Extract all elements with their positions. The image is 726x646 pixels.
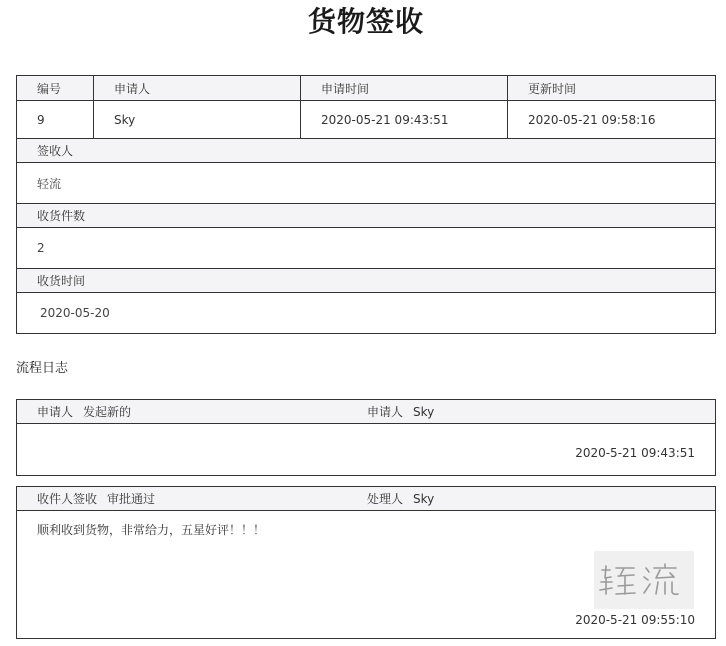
- log-operator: [367, 487, 434, 511]
- header-id: 编号: [37, 81, 62, 96]
- log-time: 2020-5-21 09:43:51: [575, 446, 695, 460]
- log-entry-body: [17, 511, 715, 637]
- log-action: 审批通过: [107, 492, 156, 506]
- log-entry-header: [17, 487, 715, 511]
- log-node: [37, 400, 131, 424]
- log-entry-body: [17, 424, 715, 474]
- header-update-time: 更新时间: [507, 76, 715, 100]
- receive-date-text: 2020-05-20: [40, 306, 110, 320]
- value-update-time: 2020-05-21 09:58:16: [507, 101, 715, 138]
- info-table: [16, 75, 716, 334]
- value-apply-time: 2020-05-21 09:43:51: [300, 101, 507, 138]
- value-id: 9: [37, 112, 45, 127]
- log-entry: [16, 399, 716, 476]
- log-time: 2020-5-21 09:55:10: [575, 613, 695, 627]
- field-value-receiver: 轻流: [17, 162, 715, 203]
- log-entry: [16, 486, 716, 639]
- value-applicant: Sky: [93, 101, 300, 138]
- field-value-quantity: 2: [17, 227, 715, 268]
- log-entry-header: [17, 400, 715, 424]
- header-applicant: 申请人: [93, 76, 300, 100]
- log-person: Sky: [413, 492, 435, 506]
- log-operator: [367, 400, 434, 424]
- field-label-receive-date: 收货时间: [17, 268, 715, 292]
- log-comment: 顺利收到货物，非常给力，五星好评！！！: [37, 523, 266, 537]
- info-value-row: [17, 100, 715, 138]
- info-header-row: [17, 76, 715, 100]
- handwritten-signature: [594, 551, 694, 609]
- flow-log-title: 流程日志: [16, 361, 69, 376]
- log-action: 发起新的: [83, 405, 132, 419]
- log-person: Sky: [413, 405, 435, 419]
- header-apply-time: 申请时间: [300, 76, 507, 100]
- log-role: 申请人: [367, 405, 404, 419]
- log-node-name: 申请人: [37, 405, 74, 419]
- log-node-name: 收件人签收: [37, 492, 98, 506]
- field-label-receiver: 签收人: [17, 138, 715, 162]
- log-role: 处理人: [367, 492, 404, 506]
- log-node: [37, 487, 155, 511]
- page-title: 货物签收: [307, 5, 424, 38]
- signature-glyph-icon: [596, 560, 692, 600]
- field-label-quantity: 收货件数: [17, 203, 715, 227]
- field-value-receive-date: [17, 292, 715, 333]
